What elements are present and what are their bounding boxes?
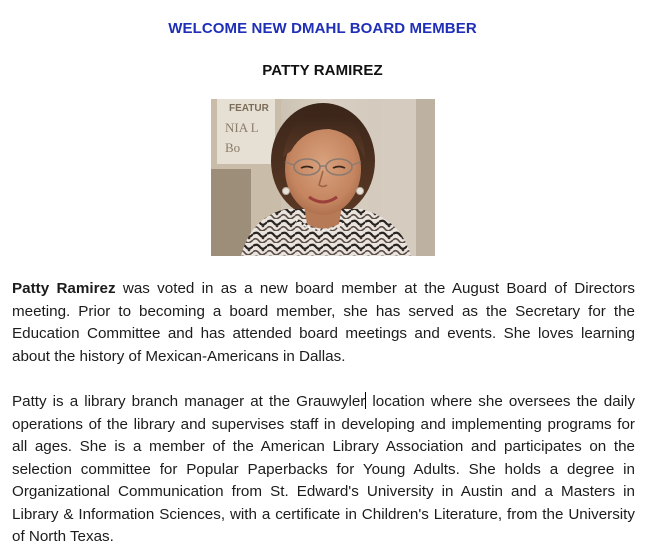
intro-paragraph [12,278,635,368]
member-name-heading: PATTY RAMIREZ [262,62,383,79]
member-photo [211,99,435,256]
welcome-heading: WELCOME NEW DMAHL BOARD MEMBER [168,20,477,37]
bio-paragraph-text-end: location where she oversees the daily operations of the library and supervises staff in developing and implementing programs for all ages. She is a member of the American Library Association and participates on the selection committee for Popular Paperbacks for Young Adults. She holds a degree in Organizational Communication from St. Edward's University in Austin and a Masters in Library & Information Sciences, with a certificate in Children's Literature, from the University of North Texas. [12,393,635,545]
bio-paragraph [12,391,635,549]
intro-paragraph-text: was voted in as a new board member at the August Board of Directors meeting. Prior to becoming a board member, she has served as the Secretary for the Education Committee and has attended board meetings and events. She loves learning about the history of Mexican-Americans in Dallas. [12,280,635,365]
sign-text-2: NIA L [225,120,259,135]
sign-text-1: FEATUR [229,103,269,114]
member-name-bold: Patty Ramirez [12,280,116,297]
sign-text-3: Bo [225,140,241,155]
bio-paragraph-text-start: Patty is a library branch manager at the Grauwyler [12,393,366,410]
